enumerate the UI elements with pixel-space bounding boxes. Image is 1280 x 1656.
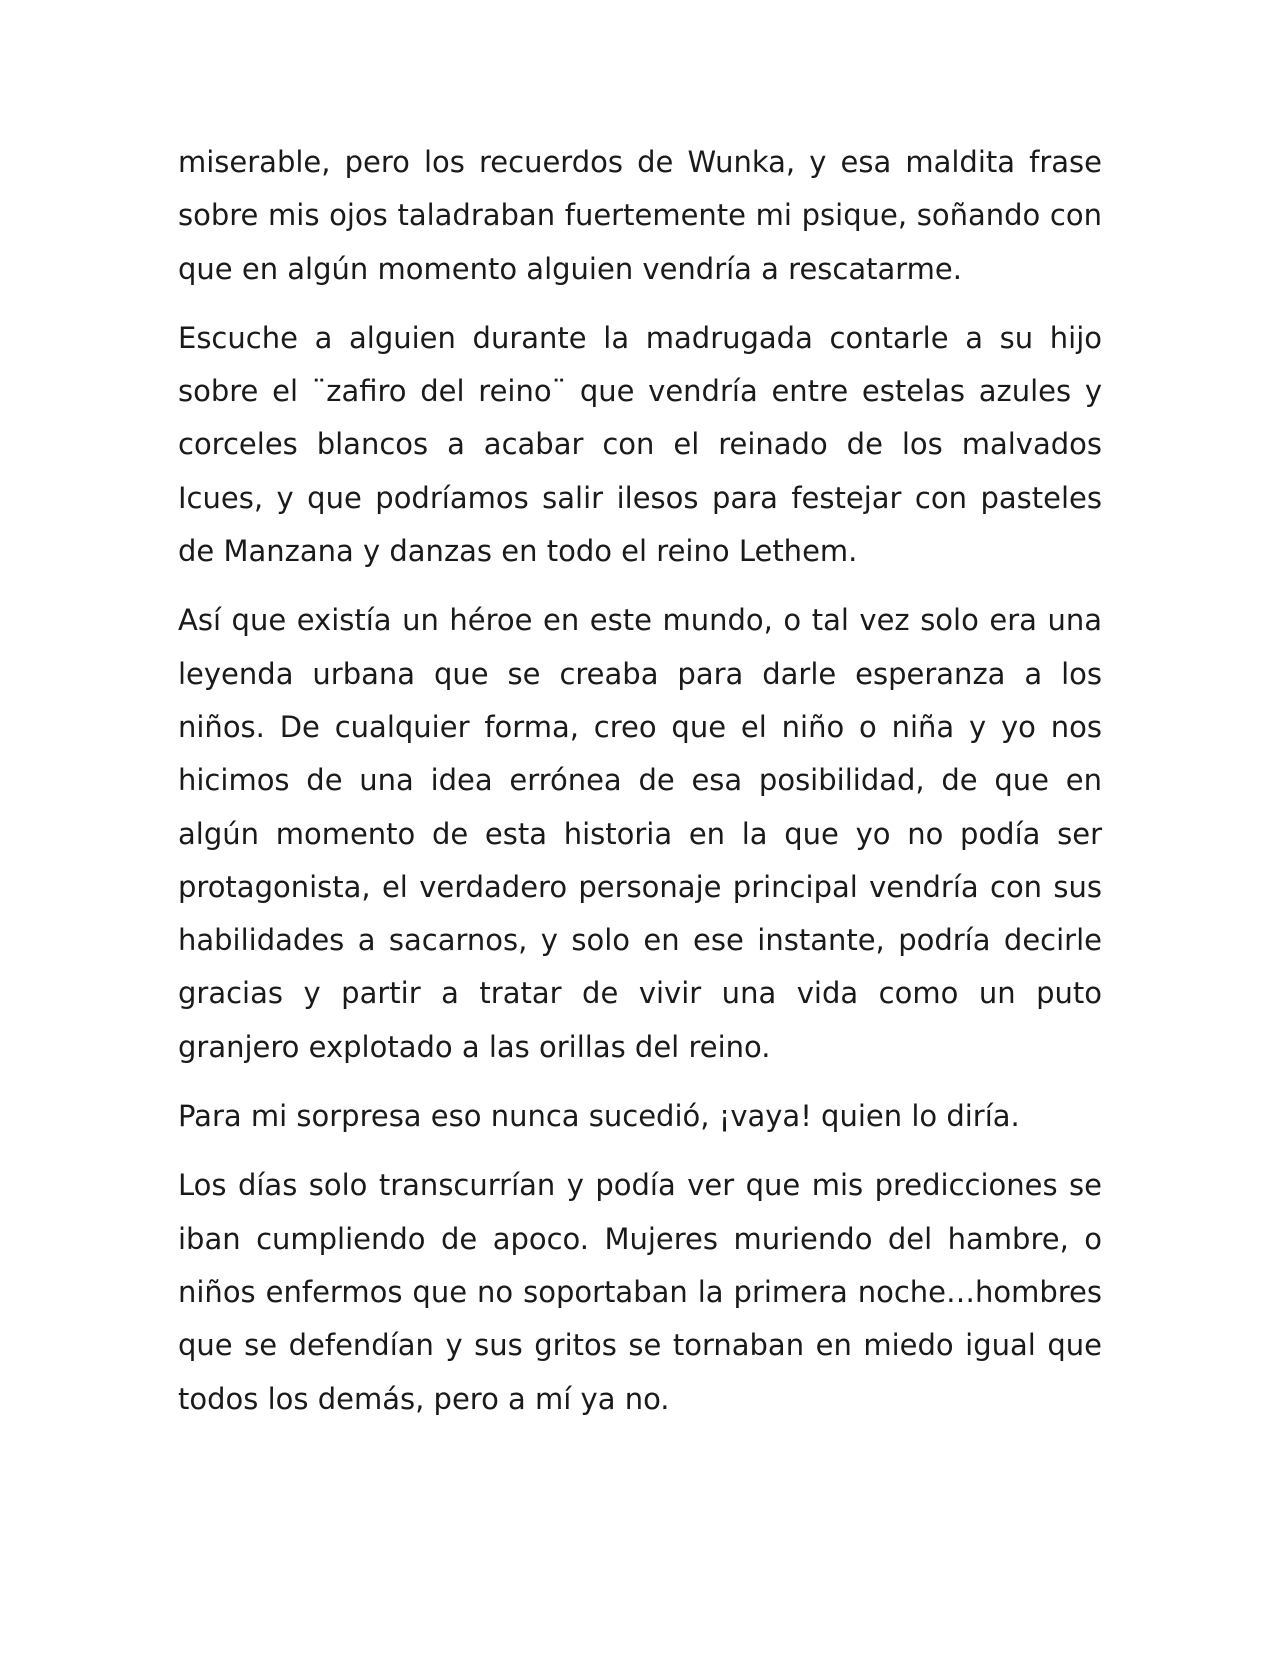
paragraph-5: Los días solo transcurrían y podía ver que mis predicciones se iban cumpliendo de apoco. Mujeres muriendo del hambre, o niños enfermos que no soportaban la primera noche…hombres que se defendían y sus gritos se tornaban en miedo igual que todos los demás, pero a mí ya no. xyxy=(178,1168,1102,1416)
paragraph-3: Así que existía un héroe en este mundo, o tal vez solo era una leyenda urbana que se creaba para darle esperanza a los niños. De cualquier forma, creo que el niño o niña y yo nos hicimos de una idea errónea de esa posibilidad, de que en algún momento de esta historia en la que yo no podía ser protagonista, el verdadero personaje principal vendría con sus habilidades a sacarnos, y solo en ese instante, podría decirle gracias y partir a tratar de vivir una vida como un puto granjero explotado a las orillas del reino. xyxy=(178,603,1102,1064)
document-page xyxy=(178,136,1102,1442)
paragraph-1: miserable, pero los recuerdos de Wunka, y esa maldita frase sobre mis ojos taladraban fuertemente mi psique, soñando con que en algún momento alguien vendría a rescatarme. xyxy=(178,145,1102,286)
paragraph-4: Para mi sorpresa eso nunca sucedió, ¡vaya! quien lo diría. xyxy=(178,1099,1020,1134)
paragraph-2: Escuche a alguien durante la madrugada contarle a su hijo sobre el ¨zafiro del reino¨ que vendría entre estelas azules y corceles blancos a acabar con el reinado de los malvados Icues, y que podríamos salir ilesos para festejar con pasteles de Manzana y danzas en todo el reino Lethem. xyxy=(178,320,1102,569)
